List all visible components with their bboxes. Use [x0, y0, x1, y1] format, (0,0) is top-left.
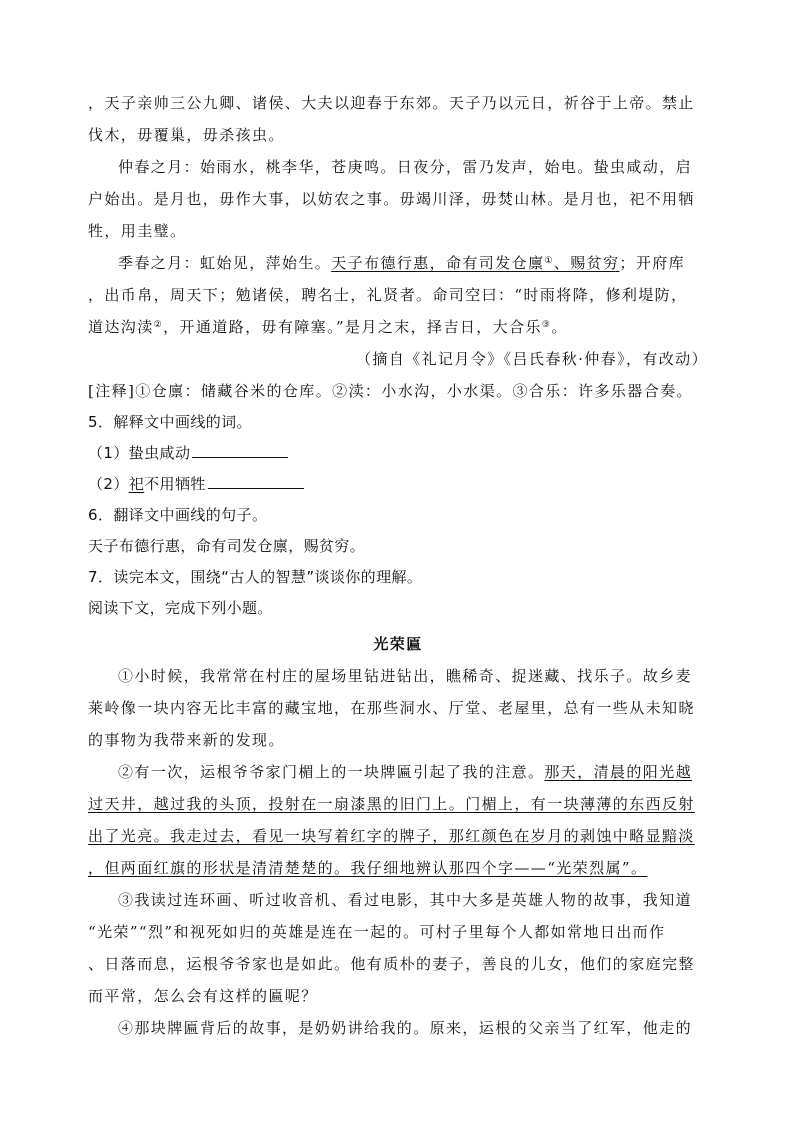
underlined-line: ，但两面红旗的形状是清清楚楚的。我仔细地辨认那四个字——“光荣烈属”。: [88, 859, 648, 877]
annotation-notes: [注释]①仓廪：储藏谷米的仓库。②渎：小水沟，小水渠。③合乐：许多乐器合奏。: [88, 382, 693, 400]
text-line: ，天子亲帅三公九卿、诸侯、大夫以迎春于东郊。天子乃以元日，祈谷于上帝。禁止: [88, 94, 695, 112]
essay-section-3: [88, 889, 708, 1007]
footnote-marker: ②: [153, 320, 164, 330]
text-line: ，出币帛，周天下；勉诸侯，聘名士，礼贤者。命司空曰：“时雨将降，修利堤防，: [88, 286, 688, 304]
text-segment: 道达沟渎: [88, 318, 154, 336]
question-5-item-2: [88, 473, 708, 495]
text-segment: ②有一次，运根爷爷家门楣上的一块牌匾引起了我的注意。: [118, 763, 545, 781]
text-line: [88, 252, 708, 274]
item-number: （2）: [88, 475, 129, 493]
question-5-stem: 5．解释文中画线的词。: [88, 413, 252, 431]
question-7-stem: 7．读完本文，围绕“古人的智慧”谈谈你的理解。: [88, 568, 423, 586]
text-line: ③我读过连环画、听过收音机、看过电影，其中大多是英雄人物的故事，我知道: [118, 891, 693, 909]
passage-paragraph-3: [88, 252, 708, 338]
answer-blank[interactable]: [192, 443, 288, 458]
text-line: 牲，用圭璧。: [88, 222, 187, 240]
question-5-item-1: [88, 442, 708, 464]
text-line: 莱岭像一块内容无比丰富的藏宝地，在那些洞水、厅堂、老屋里，总有一些从未知晓: [88, 699, 695, 717]
reading-intro: 阅读下文，完成下列小题。: [88, 599, 273, 617]
text-line: ①小时候，我常常在村庄的屋场里钻进钻出，瞧稀奇、捉迷藏、找乐子。故乡麦: [118, 667, 693, 685]
text-line: 仲春之月：始雨水，桃李华，苍庚鸣。日夜分，雷乃发声，始电。蛰虫咸动，启: [118, 158, 693, 176]
text-line: 伐木，毋覆巢，毋杀孩虫。: [88, 126, 285, 144]
text-line: 而平常，怎么会有这样的匾呢？: [88, 987, 318, 1005]
question-6-sentence: 天子布德行惠，命有司发仓廪，赐贫穷。: [88, 537, 366, 555]
text-line: ④那块牌匾背后的故事，是奶奶讲给我的。原来，运根的父亲当了红军，他走的: [118, 1019, 693, 1037]
footnote-marker: ③: [541, 320, 552, 330]
underlined-segment: 那天，清晨的阳光越: [544, 763, 693, 781]
text-line: 的事物为我带来新的发现。: [88, 731, 285, 749]
text-segment: ，开通道路，毋有障塞。”是月之末，择吉日，大合乐: [163, 318, 542, 336]
underlined-line: 出了光亮。我走过去，看见一块写着红字的牌子，那红颜色在岁月的剥蚀中略显黯淡: [88, 827, 695, 845]
text-line: [88, 761, 708, 783]
text-line: [88, 316, 708, 338]
item-word: 不用牺牲: [144, 475, 206, 493]
text-segment: 。: [551, 318, 568, 336]
underlined-word: 祀: [128, 475, 145, 493]
question-6-stem: 6．翻译文中画线的句子。: [88, 506, 268, 524]
essay-section-2: [88, 761, 708, 879]
text-segment: 季春之月：虹始见，萍始生。: [118, 254, 332, 272]
text-line: 、日落而息，运根爷爷家也是如此。他有质朴的妻子，善良的儿女，他们的家庭完整: [88, 955, 695, 973]
passage-paragraph-1: [88, 92, 708, 146]
item-number: （1）: [88, 444, 129, 462]
underlined-line: 过天井，越过我的头顶，投射在一扇漆黑的旧门上。门楣上，有一块薄薄的东西反射: [88, 795, 695, 813]
essay-section-4: [88, 1017, 708, 1039]
item-word: 蛰虫咸动: [128, 444, 191, 462]
text-segment: 天子布德行惠，命有司发仓廪: [331, 254, 545, 272]
underlined-sentence: [331, 254, 619, 272]
source-citation: （摘自《礼记月令》《吕氏春秋·仲春》，有改动）: [356, 350, 708, 368]
text-line: “光荣”“烈”和视死如归的英雄是连在一起的。可村子里每个人都如常地日出而作: [88, 923, 666, 941]
passage-paragraph-2: [88, 156, 708, 242]
essay-section-1: [88, 665, 708, 751]
text-segment: 、赐贫穷: [553, 254, 620, 272]
document-page: [88, 92, 708, 1039]
text-line: 户始出。是月也，毋作大事，以妨农之事。毋竭川泽，毋焚山林。是月也，祀不用牺: [88, 190, 695, 208]
footnote-marker: ①: [544, 256, 554, 266]
essay-title: 光荣匾: [373, 635, 423, 653]
text-segment: ；开府库: [619, 254, 686, 272]
answer-blank[interactable]: [208, 474, 304, 489]
